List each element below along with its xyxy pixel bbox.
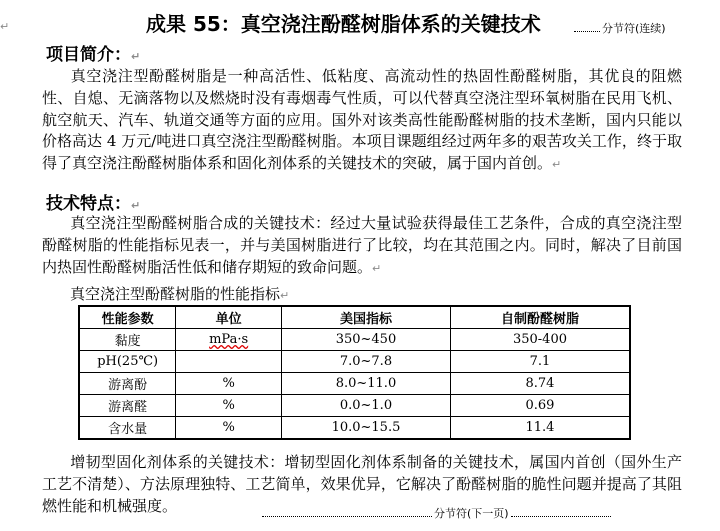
cell-us: 7.0~7.8 bbox=[281, 351, 450, 373]
paragraph-mark-icon: ↵ bbox=[131, 199, 141, 212]
spec-table bbox=[78, 305, 631, 440]
table-caption bbox=[70, 283, 289, 304]
section-break-label: 分节符(连续) bbox=[602, 22, 666, 35]
header-unit: 单位 bbox=[176, 306, 282, 329]
table-row bbox=[79, 351, 630, 373]
paragraph-mark-icon: ↵ bbox=[131, 50, 141, 63]
cell-param: 游离醛 bbox=[79, 395, 176, 417]
dotted-leader bbox=[262, 516, 432, 517]
document-title: 成果 55：真空浇注酚醛树脂体系的关键技术 bbox=[146, 12, 541, 36]
cell-own: 350-400 bbox=[450, 329, 630, 351]
features-paragraph-1 bbox=[42, 213, 682, 279]
section-break-next-page bbox=[262, 505, 611, 521]
cell-param: 黏度 bbox=[79, 329, 176, 351]
unit-text: mPa·s bbox=[209, 332, 249, 347]
table-header-row bbox=[79, 306, 630, 329]
cell-unit: % bbox=[176, 395, 282, 417]
header-us: 美国指标 bbox=[281, 306, 450, 329]
paragraph-mark-icon: ↵ bbox=[0, 20, 10, 33]
cell-us: 350~450 bbox=[281, 329, 450, 351]
intro-paragraph bbox=[42, 66, 682, 176]
table-row bbox=[79, 373, 630, 395]
dotted-leader bbox=[511, 516, 611, 517]
cell-us: 10.0~15.5 bbox=[281, 417, 450, 440]
cell-unit bbox=[176, 351, 282, 373]
page-break-label: 分节符(下一页) bbox=[434, 507, 509, 520]
features-heading-text: 技术特点： bbox=[46, 194, 131, 214]
table-row bbox=[79, 417, 630, 440]
paragraph-mark-icon: ↵ bbox=[372, 261, 382, 275]
cell-unit bbox=[176, 329, 282, 351]
intro-text: 真空浇注型酚醛树脂是一种高活性、低粘度、高流动性的热固性酚醛树脂，其优良的阻燃性、自熄、无滴落物以及燃烧时没有毒烟毒气性质，可以代替真空浇注型环氧树脂在民用飞机、航空航天、汽车、轨道交通等方面的应用。国外对该类高性能酚醛树脂的技术垄断，国内只能以价格高达 4 万元/吨进口真空浇注型酚醛树脂。本项目课题组经过两年多的艰苦攻关工作，终于取得了真空浇注酚醛树脂体系和固化剂体系的关键技术的突破，属于国内首创。 bbox=[42, 67, 682, 173]
cell-param: 游离酚 bbox=[79, 373, 176, 395]
features-text-1: 真空浇注型酚醛树脂合成的关键技术：经过大量试验获得最佳工艺条件，合成的真空浇注型酚醛树脂的性能指标见表一，并与美国树脂进行了比较，均在其范围之内。同时，解决了目前国内热固性酚醛树脂活性低和储存期短的致命问题。 bbox=[42, 214, 682, 276]
section-break-continuous bbox=[574, 20, 666, 36]
cell-param: 含水量 bbox=[79, 417, 176, 440]
cell-param: pH(25℃) bbox=[79, 351, 176, 373]
cell-own: 11.4 bbox=[450, 417, 630, 440]
table-caption-text: 真空浇注型酚醛树脂的性能指标 bbox=[70, 285, 281, 303]
intro-heading-text: 项目简介： bbox=[46, 45, 131, 65]
cell-own: 7.1 bbox=[450, 351, 630, 373]
features-heading bbox=[46, 189, 140, 214]
paragraph-mark-icon: ↵ bbox=[280, 289, 290, 302]
cell-own: 8.74 bbox=[450, 373, 630, 395]
dotted-leader bbox=[574, 31, 600, 32]
table-row bbox=[79, 395, 630, 417]
cell-own: 0.69 bbox=[450, 395, 630, 417]
header-param: 性能参数 bbox=[79, 306, 176, 329]
cell-unit: % bbox=[176, 417, 282, 440]
cell-us: 0.0~1.0 bbox=[281, 395, 450, 417]
intro-heading bbox=[46, 40, 140, 65]
cell-us: 8.0~11.0 bbox=[281, 373, 450, 395]
table-row bbox=[79, 329, 630, 351]
header-own: 自制酚醛树脂 bbox=[450, 306, 630, 329]
paragraph-mark-icon: ↵ bbox=[552, 158, 562, 172]
features-text-2: 增韧型固化剂体系的关键技术：增韧型固化剂体系制备的关键技术，属国内首创（国外生产工艺不清楚）、方法原理独特、工艺简单，效果优异，它解决了酚醛树脂的脆性问题并提高了其阻燃性能和机械强度。 bbox=[42, 453, 682, 515]
cell-unit: % bbox=[176, 373, 282, 395]
title-row bbox=[0, 6, 720, 34]
